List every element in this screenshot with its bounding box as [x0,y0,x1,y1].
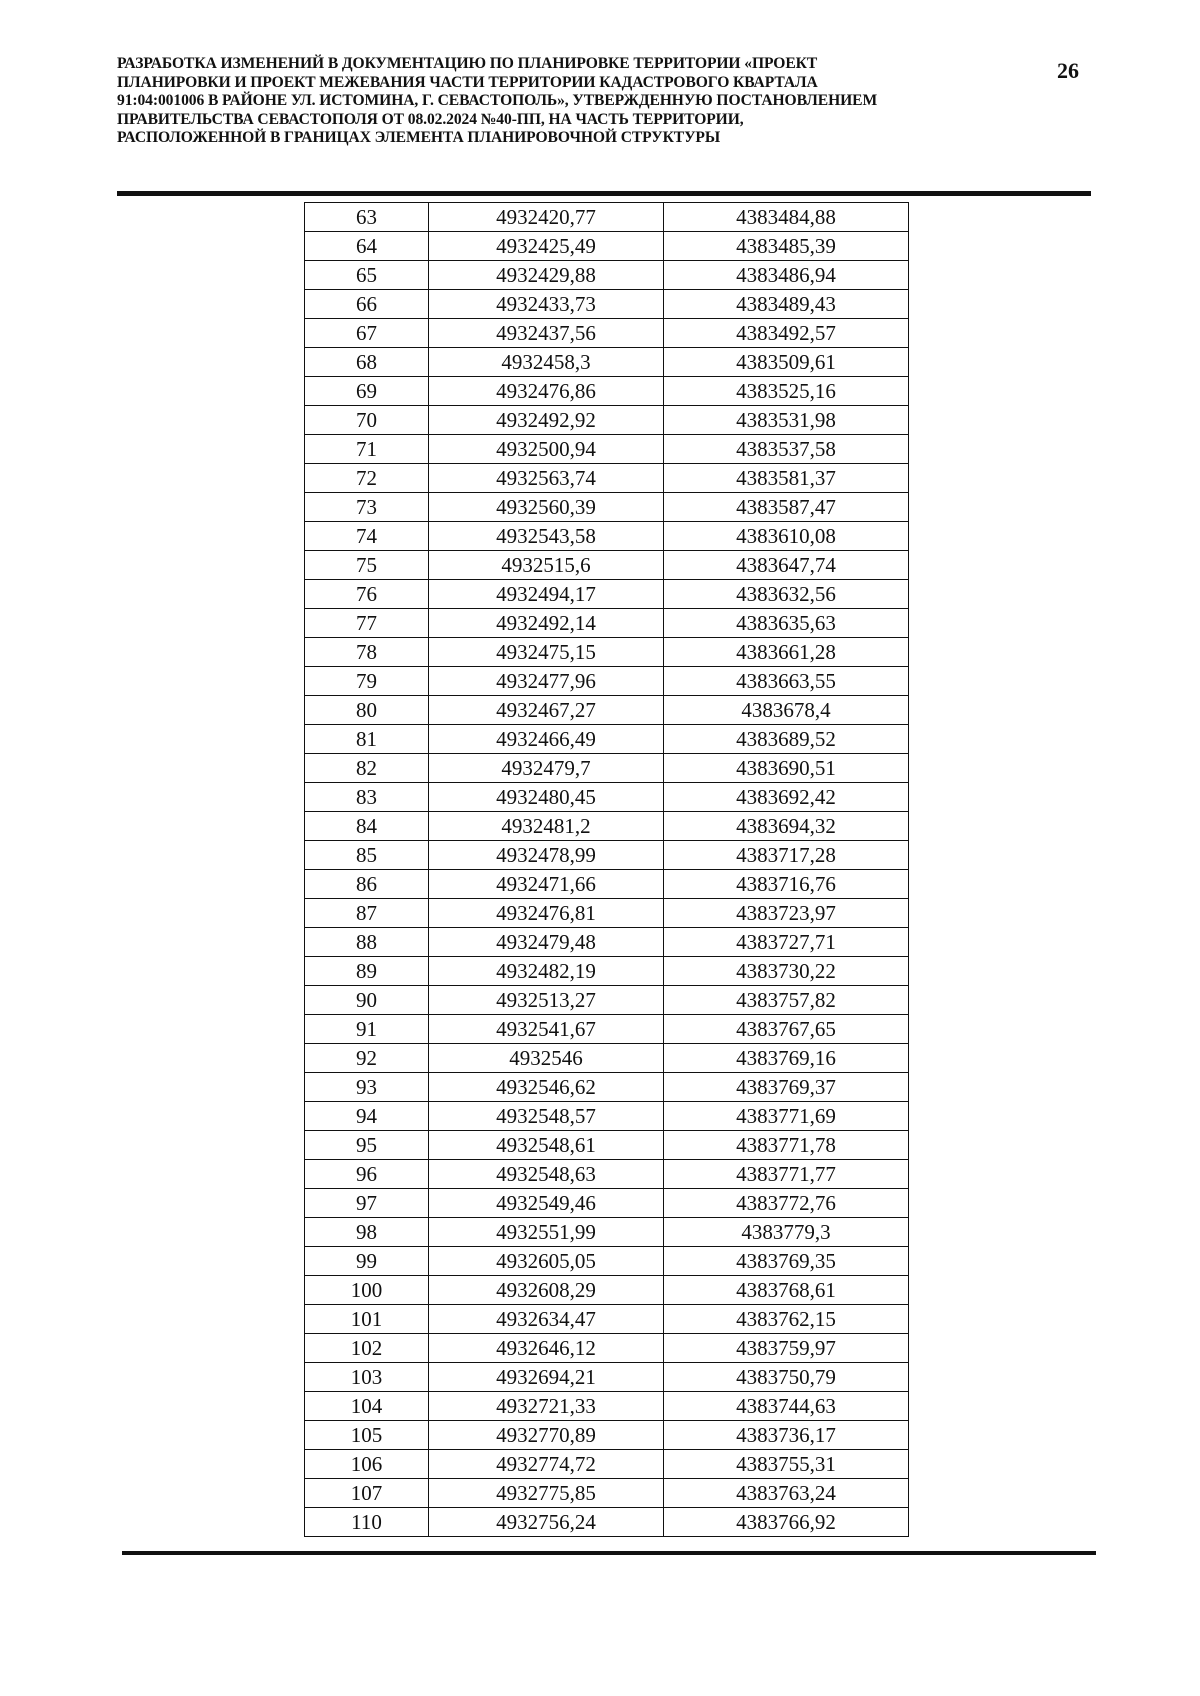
y-coordinate-cell: 4383692,42 [664,783,909,812]
table-row [305,406,909,435]
x-coordinate-cell: 4932546 [429,1044,664,1073]
x-coordinate-cell: 4932476,86 [429,377,664,406]
y-coordinate-cell: 4383661,28 [664,638,909,667]
y-coordinate-cell: 4383689,52 [664,725,909,754]
table-row [305,638,909,667]
point-number-cell: 87 [305,899,429,928]
y-coordinate-cell: 4383736,17 [664,1421,909,1450]
y-coordinate-cell: 4383727,71 [664,928,909,957]
x-coordinate-cell: 4932563,74 [429,464,664,493]
table-row [305,522,909,551]
point-number-cell: 99 [305,1247,429,1276]
point-number-cell: 103 [305,1363,429,1392]
point-number-cell: 69 [305,377,429,406]
y-coordinate-cell: 4383610,08 [664,522,909,551]
x-coordinate-cell: 4932477,96 [429,667,664,696]
y-coordinate-cell: 4383581,37 [664,464,909,493]
footer-divider [122,1551,1096,1555]
x-coordinate-cell: 4932425,49 [429,232,664,261]
y-coordinate-cell: 4383587,47 [664,493,909,522]
point-number-cell: 95 [305,1131,429,1160]
x-coordinate-cell: 4932770,89 [429,1421,664,1450]
x-coordinate-cell: 4932471,66 [429,870,664,899]
y-coordinate-cell: 4383694,32 [664,812,909,841]
x-coordinate-cell: 4932494,17 [429,580,664,609]
coordinates-table [304,202,909,1537]
table-row [305,696,909,725]
y-coordinate-cell: 4383763,24 [664,1479,909,1508]
y-coordinate-cell: 4383755,31 [664,1450,909,1479]
point-number-cell: 110 [305,1508,429,1537]
x-coordinate-cell: 4932482,19 [429,957,664,986]
y-coordinate-cell: 4383632,56 [664,580,909,609]
y-coordinate-cell: 4383768,61 [664,1276,909,1305]
x-coordinate-cell: 4932634,47 [429,1305,664,1334]
table-row [305,1305,909,1334]
table-row [305,870,909,899]
y-coordinate-cell: 4383750,79 [664,1363,909,1392]
point-number-cell: 64 [305,232,429,261]
table-row [305,1479,909,1508]
point-number-cell: 68 [305,348,429,377]
x-coordinate-cell: 4932513,27 [429,986,664,1015]
y-coordinate-cell: 4383772,76 [664,1189,909,1218]
point-number-cell: 66 [305,290,429,319]
header-line: ПРАВИТЕЛЬСТВА СЕВАСТОПОЛЯ ОТ 08.02.2024 №40-ПП, НА ЧАСТЬ ТЕРРИТОРИИ, [117,110,744,128]
point-number-cell: 82 [305,754,429,783]
y-coordinate-cell: 4383779,3 [664,1218,909,1247]
x-coordinate-cell: 4932478,99 [429,841,664,870]
header-divider [117,191,1091,196]
x-coordinate-cell: 4932543,58 [429,522,664,551]
y-coordinate-cell: 4383489,43 [664,290,909,319]
point-number-cell: 89 [305,957,429,986]
x-coordinate-cell: 4932481,2 [429,812,664,841]
point-number-cell: 74 [305,522,429,551]
x-coordinate-cell: 4932437,56 [429,319,664,348]
table-row [305,1363,909,1392]
table-row [305,1102,909,1131]
x-coordinate-cell: 4932646,12 [429,1334,664,1363]
x-coordinate-cell: 4932492,14 [429,609,664,638]
point-number-cell: 80 [305,696,429,725]
point-number-cell: 93 [305,1073,429,1102]
point-number-cell: 96 [305,1160,429,1189]
table-row [305,899,909,928]
table-row [305,957,909,986]
point-number-cell: 72 [305,464,429,493]
table-row [305,725,909,754]
header-line: РАСПОЛОЖЕННОЙ В ГРАНИЦАХ ЭЛЕМЕНТА ПЛАНИРОВОЧНОЙ СТРУКТУРЫ [117,129,721,147]
table-row [305,1276,909,1305]
point-number-cell: 88 [305,928,429,957]
x-coordinate-cell: 4932479,48 [429,928,664,957]
x-coordinate-cell: 4932433,73 [429,290,664,319]
table-row [305,1508,909,1537]
y-coordinate-cell: 4383647,74 [664,551,909,580]
table-row [305,667,909,696]
point-number-cell: 63 [305,203,429,232]
point-number-cell: 84 [305,812,429,841]
page-number: 26 [1057,58,1079,83]
table-row [305,1392,909,1421]
x-coordinate-cell: 4932551,99 [429,1218,664,1247]
y-coordinate-cell: 4383769,37 [664,1073,909,1102]
x-coordinate-cell: 4932475,15 [429,638,664,667]
point-number-cell: 86 [305,870,429,899]
point-number-cell: 65 [305,261,429,290]
x-coordinate-cell: 4932560,39 [429,493,664,522]
y-coordinate-cell: 4383492,57 [664,319,909,348]
table-row [305,1160,909,1189]
y-coordinate-cell: 4383730,22 [664,957,909,986]
table-row [305,1073,909,1102]
x-coordinate-cell: 4932608,29 [429,1276,664,1305]
table-row [305,1015,909,1044]
y-coordinate-cell: 4383537,58 [664,435,909,464]
x-coordinate-cell: 4932480,45 [429,783,664,812]
x-coordinate-cell: 4932694,21 [429,1363,664,1392]
y-coordinate-cell: 4383723,97 [664,899,909,928]
y-coordinate-cell: 4383635,63 [664,609,909,638]
y-coordinate-cell: 4383771,77 [664,1160,909,1189]
y-coordinate-cell: 4383531,98 [664,406,909,435]
point-number-cell: 73 [305,493,429,522]
y-coordinate-cell: 4383690,51 [664,754,909,783]
table-row [305,551,909,580]
point-number-cell: 70 [305,406,429,435]
x-coordinate-cell: 4932549,46 [429,1189,664,1218]
point-number-cell: 94 [305,1102,429,1131]
table-row [305,754,909,783]
point-number-cell: 105 [305,1421,429,1450]
point-number-cell: 76 [305,580,429,609]
table-row [305,435,909,464]
table-row [305,928,909,957]
x-coordinate-cell: 4932756,24 [429,1508,664,1537]
table-row [305,1218,909,1247]
y-coordinate-cell: 4383485,39 [664,232,909,261]
table-row [305,1247,909,1276]
point-number-cell: 83 [305,783,429,812]
point-number-cell: 102 [305,1334,429,1363]
x-coordinate-cell: 4932775,85 [429,1479,664,1508]
y-coordinate-cell: 4383486,94 [664,261,909,290]
table-row [305,1131,909,1160]
table-row [305,290,909,319]
document-header [117,55,997,148]
y-coordinate-cell: 4383759,97 [664,1334,909,1363]
y-coordinate-cell: 4383663,55 [664,667,909,696]
y-coordinate-cell: 4383484,88 [664,203,909,232]
y-coordinate-cell: 4383678,4 [664,696,909,725]
y-coordinate-cell: 4383771,69 [664,1102,909,1131]
y-coordinate-cell: 4383766,92 [664,1508,909,1537]
y-coordinate-cell: 4383771,78 [664,1131,909,1160]
table-row [305,812,909,841]
table-row [305,580,909,609]
coordinates-table-body [305,203,909,1537]
table-row [305,1044,909,1073]
x-coordinate-cell: 4932541,67 [429,1015,664,1044]
table-row [305,1334,909,1363]
point-number-cell: 98 [305,1218,429,1247]
table-row [305,493,909,522]
table-row [305,1450,909,1479]
y-coordinate-cell: 4383769,16 [664,1044,909,1073]
table-row [305,783,909,812]
point-number-cell: 90 [305,986,429,1015]
point-number-cell: 79 [305,667,429,696]
point-number-cell: 91 [305,1015,429,1044]
y-coordinate-cell: 4383769,35 [664,1247,909,1276]
x-coordinate-cell: 4932479,7 [429,754,664,783]
table-row [305,986,909,1015]
header-line: 91:04:001006 В РАЙОНЕ УЛ. ИСТОМИНА, Г. СЕВАСТОПОЛЬ», УТВЕРЖДЕННУЮ ПОСТАНОВЛЕНИЕМ [117,92,878,110]
point-number-cell: 101 [305,1305,429,1334]
point-number-cell: 92 [305,1044,429,1073]
x-coordinate-cell: 4932500,94 [429,435,664,464]
x-coordinate-cell: 4932458,3 [429,348,664,377]
table-row [305,1421,909,1450]
x-coordinate-cell: 4932429,88 [429,261,664,290]
y-coordinate-cell: 4383509,61 [664,348,909,377]
table-row [305,1189,909,1218]
table-row [305,203,909,232]
point-number-cell: 77 [305,609,429,638]
y-coordinate-cell: 4383525,16 [664,377,909,406]
x-coordinate-cell: 4932492,92 [429,406,664,435]
table-row [305,261,909,290]
x-coordinate-cell: 4932476,81 [429,899,664,928]
header-line: РАЗРАБОТКА ИЗМЕНЕНИЙ В ДОКУМЕНТАЦИЮ ПО ПЛАНИРОВКЕ ТЕРРИТОРИИ «ПРОЕКТ [117,55,818,72]
table-row [305,609,909,638]
point-number-cell: 97 [305,1189,429,1218]
table-row [305,319,909,348]
table-row [305,377,909,406]
y-coordinate-cell: 4383716,76 [664,870,909,899]
x-coordinate-cell: 4932605,05 [429,1247,664,1276]
header-line: ПЛАНИРОВКИ И ПРОЕКТ МЕЖЕВАНИЯ ЧАСТИ ТЕРРИТОРИИ КАДАСТРОВОГО КВАРТАЛА [117,73,818,91]
point-number-cell: 104 [305,1392,429,1421]
x-coordinate-cell: 4932548,61 [429,1131,664,1160]
x-coordinate-cell: 4932546,62 [429,1073,664,1102]
x-coordinate-cell: 4932548,63 [429,1160,664,1189]
x-coordinate-cell: 4932467,27 [429,696,664,725]
y-coordinate-cell: 4383757,82 [664,986,909,1015]
table-row [305,232,909,261]
table-row [305,464,909,493]
point-number-cell: 75 [305,551,429,580]
x-coordinate-cell: 4932548,57 [429,1102,664,1131]
x-coordinate-cell: 4932774,72 [429,1450,664,1479]
point-number-cell: 107 [305,1479,429,1508]
point-number-cell: 85 [305,841,429,870]
y-coordinate-cell: 4383717,28 [664,841,909,870]
x-coordinate-cell: 4932515,6 [429,551,664,580]
point-number-cell: 67 [305,319,429,348]
table-row [305,348,909,377]
point-number-cell: 71 [305,435,429,464]
point-number-cell: 100 [305,1276,429,1305]
point-number-cell: 78 [305,638,429,667]
x-coordinate-cell: 4932420,77 [429,203,664,232]
table-row [305,841,909,870]
x-coordinate-cell: 4932466,49 [429,725,664,754]
y-coordinate-cell: 4383767,65 [664,1015,909,1044]
point-number-cell: 106 [305,1450,429,1479]
point-number-cell: 81 [305,725,429,754]
x-coordinate-cell: 4932721,33 [429,1392,664,1421]
y-coordinate-cell: 4383762,15 [664,1305,909,1334]
y-coordinate-cell: 4383744,63 [664,1392,909,1421]
